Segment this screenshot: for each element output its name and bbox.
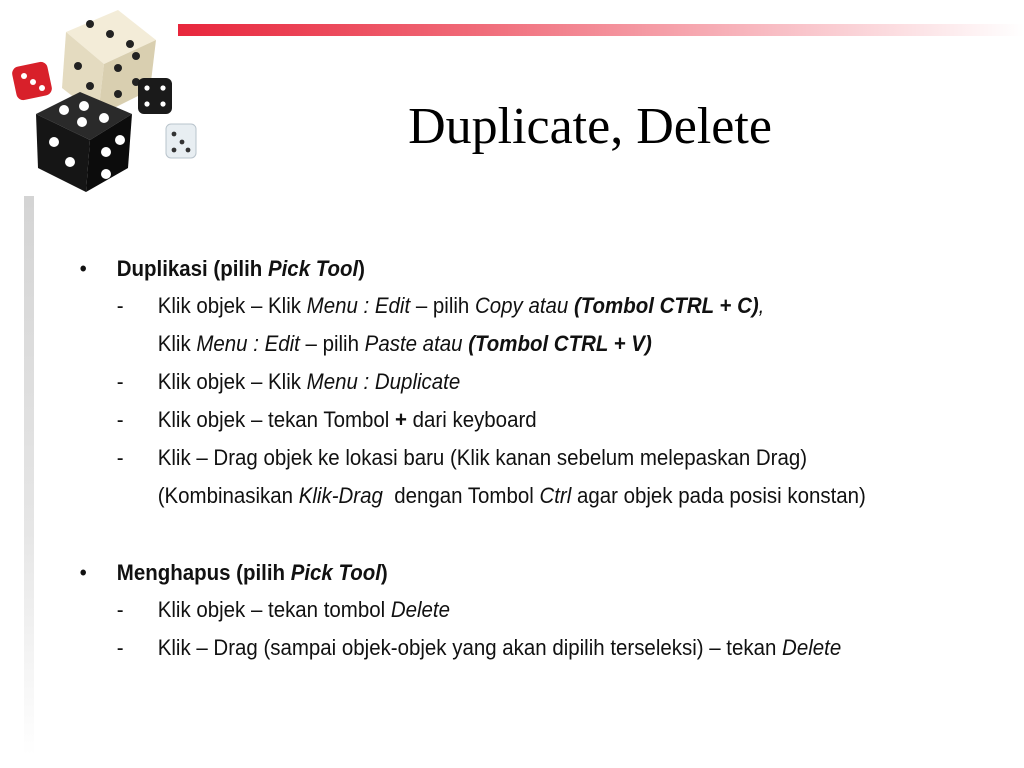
dash-marker: - — [116, 445, 124, 470]
list-item — [74, 629, 930, 667]
list-item-text: Klik objek – Klik Menu : Edit – pilih Copy atau (Tombol CTRL + C), — [157, 293, 765, 318]
list-item-text: Klik objek – Klik Menu : Duplicate — [157, 369, 461, 394]
section-gap — [74, 515, 930, 555]
list-item-text: Klik – Drag objek ke lokasi baru (Klik kanan sebelum melepaskan Drag) — [157, 445, 808, 470]
dash-marker: - — [116, 407, 124, 432]
small-black-die — [138, 78, 172, 114]
list-item — [74, 401, 930, 439]
list-item-continuation — [74, 325, 930, 363]
top-gradient-rule — [178, 24, 1024, 36]
bullet-menghapus — [74, 555, 930, 591]
dash-marker: - — [116, 369, 124, 394]
bullet-dot: • — [79, 256, 87, 281]
bullet-dot: • — [79, 560, 87, 585]
red-die — [11, 61, 53, 102]
dice-icon — [6, 4, 206, 200]
left-gray-rule — [24, 196, 34, 756]
dash-marker: - — [116, 597, 124, 622]
list-item-continuation — [74, 477, 930, 515]
list-item — [74, 363, 930, 401]
slide-content — [74, 251, 930, 667]
list-item-text: Klik objek – tekan Tombol + dari keyboard — [157, 407, 537, 432]
list-item — [74, 287, 930, 325]
list-item-text: (Kombinasikan Klik-Drag dengan Tombol Ctrl agar objek pada posisi konstan) — [157, 483, 866, 508]
bullet-duplikasi — [74, 251, 930, 287]
list-item-text: Klik objek – tekan tombol Delete — [157, 597, 450, 622]
list-item — [74, 591, 930, 629]
small-white-die — [166, 124, 196, 158]
bullet-heading: Menghapus (pilih Pick Tool) — [116, 560, 388, 585]
dash-marker: - — [116, 635, 124, 660]
slide-title: Duplicate, Delete — [408, 98, 772, 155]
big-black-die — [36, 92, 132, 192]
list-item — [74, 439, 930, 477]
dash-marker: - — [116, 293, 124, 318]
list-item-text: Klik Menu : Edit – pilih Paste atau (Tombol CTRL + V) — [157, 331, 652, 356]
list-item-text: Klik – Drag (sampai objek-objek yang akan dipilih terseleksi) – tekan Delete — [157, 635, 842, 660]
bullet-heading: Duplikasi (pilih Pick Tool) — [116, 256, 365, 281]
